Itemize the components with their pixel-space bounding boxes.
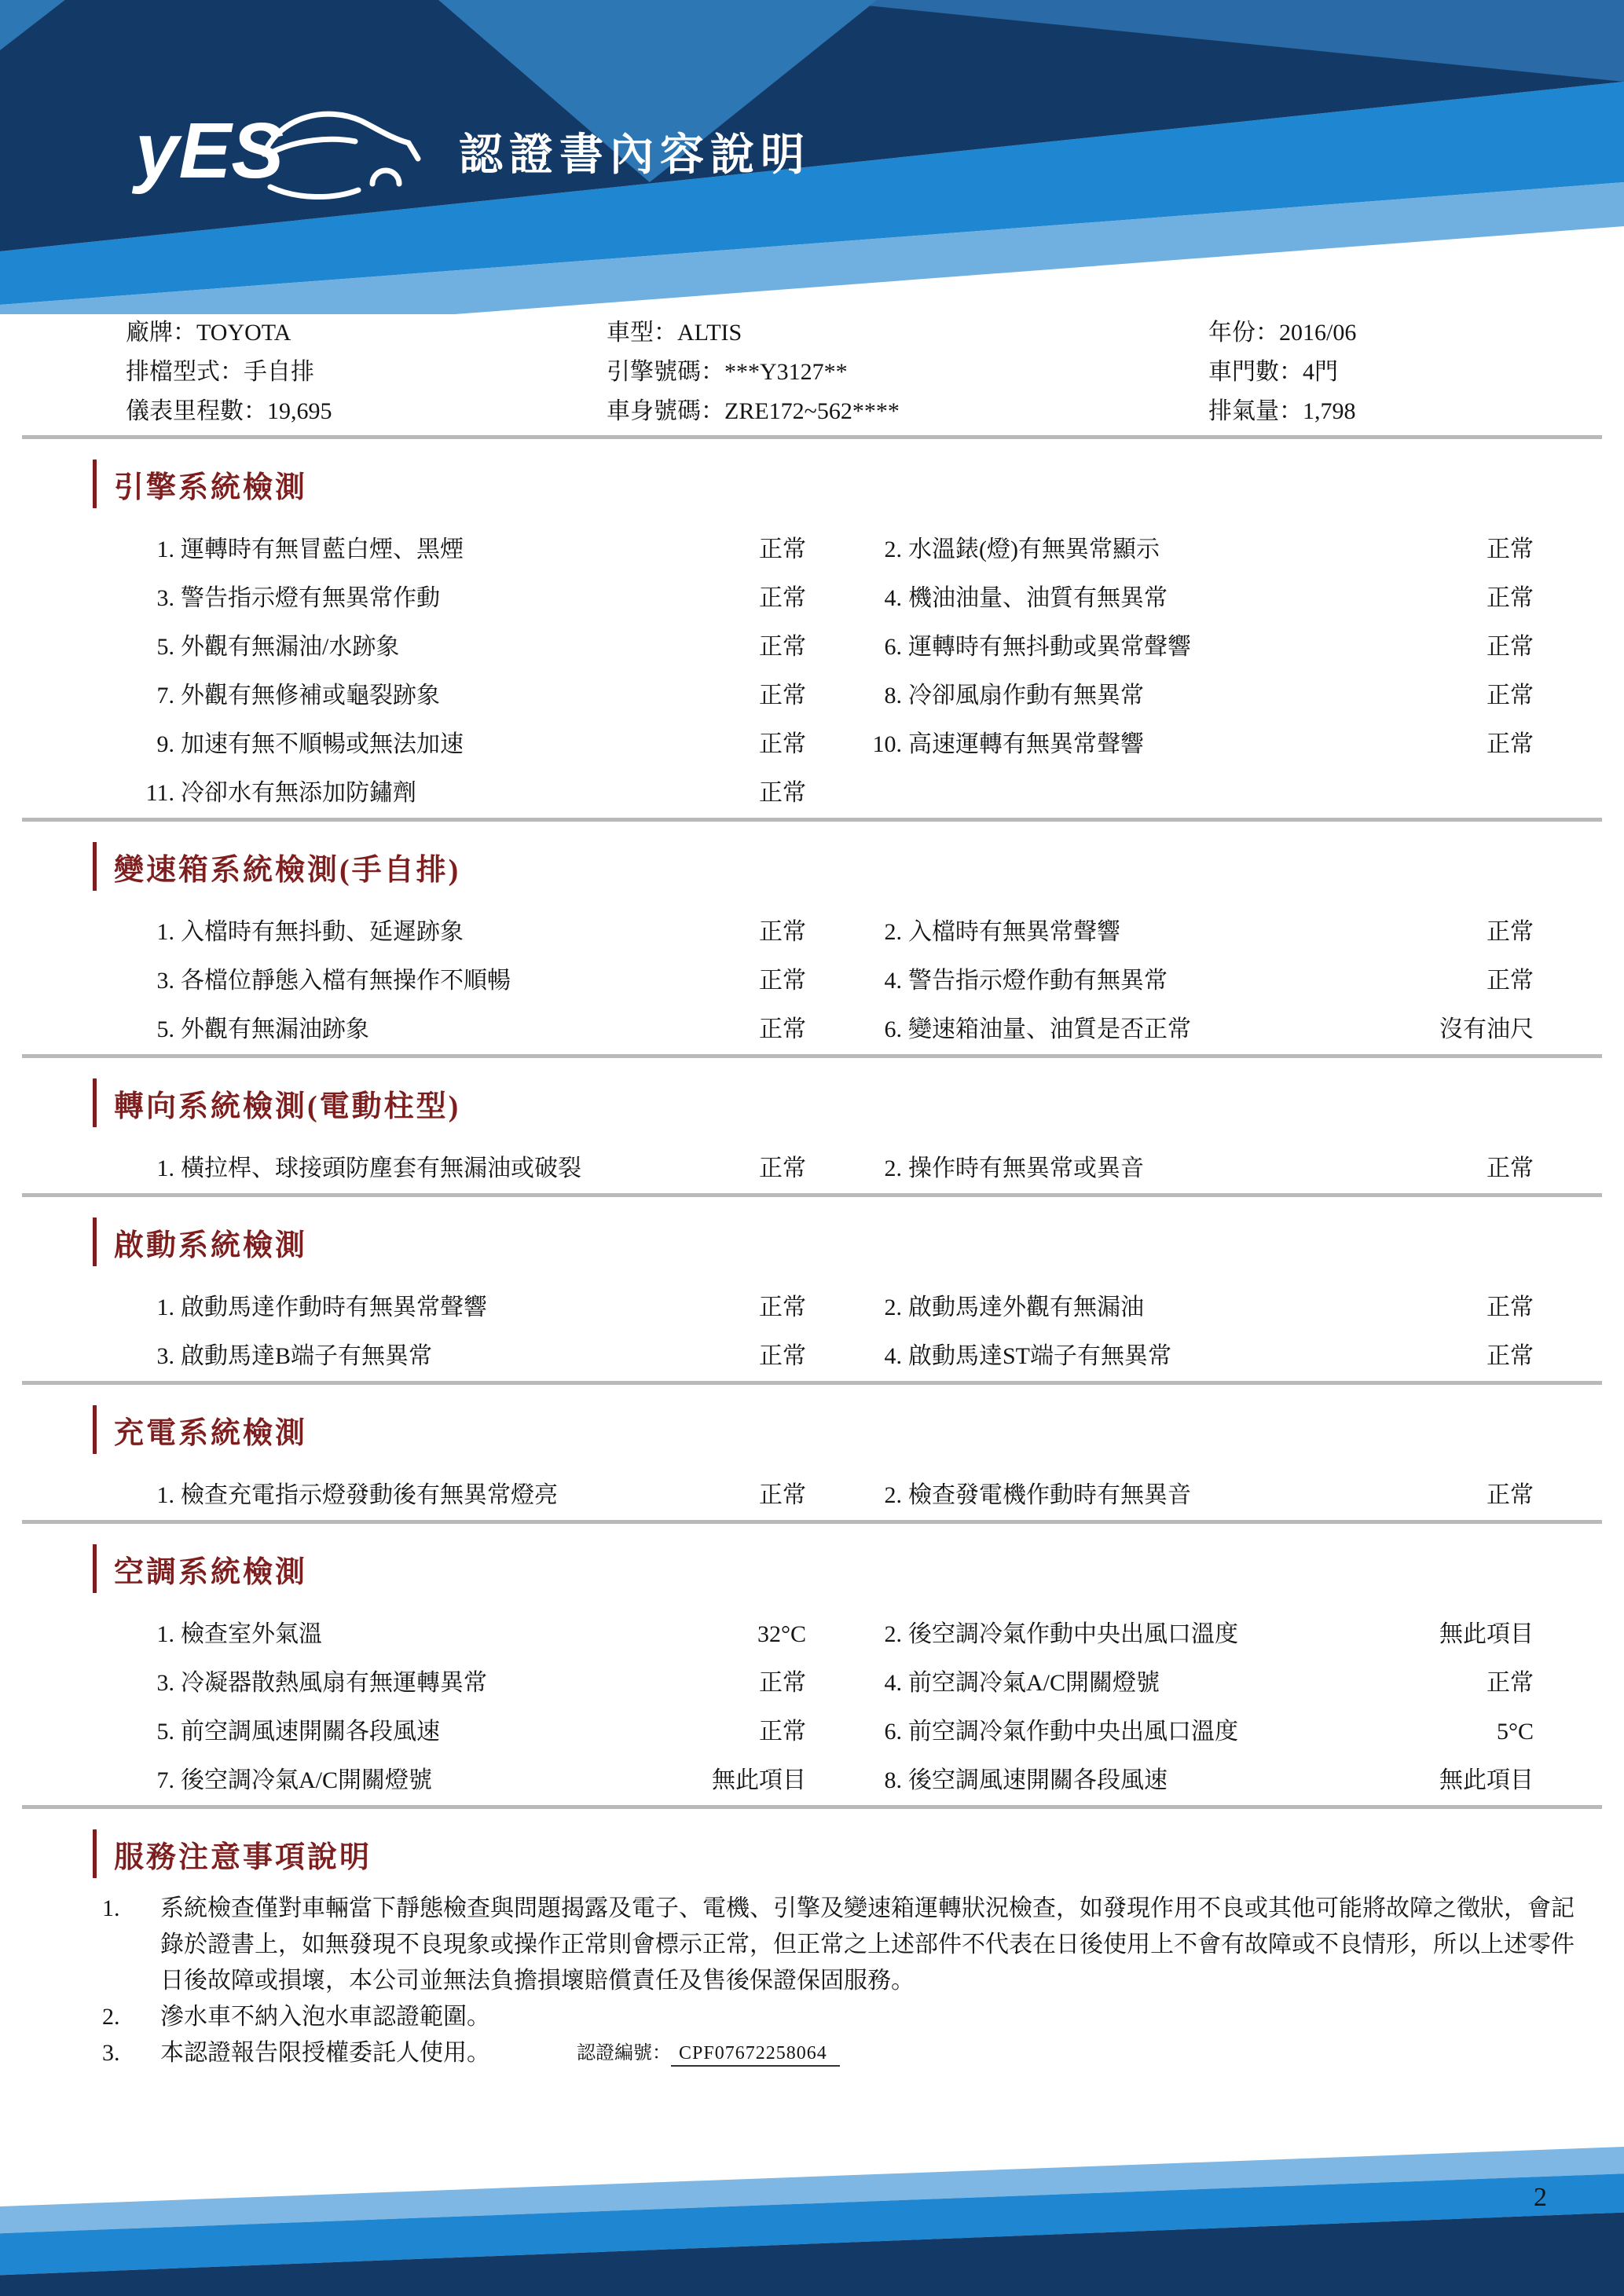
- info-separator: ：: [701, 359, 724, 385]
- item-label: 啟動馬達外觀有無漏油: [908, 1294, 1144, 1320]
- item-number: 5.: [156, 1719, 174, 1745]
- section-title-bar: [93, 1218, 97, 1266]
- item-label: 運轉時有無抖動或異常聲響: [908, 634, 1191, 660]
- item-number: 4.: [884, 585, 902, 611]
- section-title: 轉向系統檢測(電動柱型): [114, 1089, 461, 1123]
- item-label: 後空調風速開關各段風速: [908, 1767, 1168, 1793]
- info-label: 廠牌: [126, 320, 173, 346]
- item-value: 正常: [1487, 683, 1534, 709]
- item-label: 變速箱油量、油質是否正常: [908, 1016, 1191, 1042]
- notes-list: [102, 1891, 1577, 2071]
- divider: [22, 1193, 1602, 1197]
- item-value: 無此項目: [712, 1767, 806, 1793]
- item-value: 正常: [1487, 536, 1534, 562]
- section: [0, 1405, 1624, 1524]
- item-number: 2.: [884, 536, 902, 562]
- item-number: 2.: [884, 1621, 902, 1647]
- item-value: 正常: [759, 1482, 806, 1508]
- item-number: 5.: [156, 634, 174, 660]
- item-number: 1.: [156, 1621, 174, 1647]
- checklist-item: [134, 917, 806, 947]
- item-label: 前空調冷氣A/C開關燈號: [908, 1670, 1160, 1696]
- cert-number: CPF07672258064: [671, 2043, 840, 2067]
- item-number: 6.: [884, 1016, 902, 1042]
- section: [0, 842, 1624, 1058]
- note-item: [102, 1999, 1577, 2035]
- section-title-row: [93, 842, 1624, 891]
- item-label: 各檔位靜態入檔有無操作不順暢: [181, 968, 511, 994]
- section: [0, 1544, 1624, 1809]
- info-label: 排氣量: [1208, 398, 1279, 424]
- checklist-item: [861, 1342, 1534, 1371]
- item-value: 正常: [759, 968, 806, 994]
- item-number: 3.: [156, 968, 174, 994]
- item-value: 正常: [1487, 1482, 1534, 1508]
- section: [0, 460, 1624, 822]
- item-value: 正常: [759, 919, 806, 945]
- item-label: 外觀有無漏油/水跡象: [181, 634, 400, 660]
- info-cell: [126, 319, 607, 347]
- section-title-bar: [93, 1078, 97, 1127]
- item-value: 正常: [1487, 919, 1534, 945]
- notes-title: 服務注意事項說明: [114, 1840, 372, 1874]
- checklist-item: [861, 1717, 1534, 1747]
- checklist-item: [134, 584, 806, 613]
- section-items: [134, 1620, 1534, 1796]
- section-title-bar: [93, 1405, 97, 1454]
- item-number: 7.: [156, 1767, 174, 1793]
- footer: [0, 2147, 1624, 2296]
- info-cell: [1208, 319, 1593, 347]
- note-text: 本認證報告限授權委託人使用。: [160, 2040, 490, 2066]
- item-value: 正常: [1487, 1670, 1534, 1696]
- cert-label: 認證編號：: [577, 2043, 671, 2063]
- item-number: 1.: [156, 919, 174, 945]
- item-label: 前空調冷氣作動中央出風口溫度: [908, 1719, 1238, 1745]
- section-title-row: [93, 1078, 1624, 1127]
- checklist-item: [861, 1481, 1534, 1511]
- info-label: 年份: [1208, 320, 1256, 346]
- item-value: 正常: [759, 1294, 806, 1320]
- note-number: 2.: [102, 2004, 120, 2030]
- item-label: 冷卻風扇作動有無異常: [908, 683, 1144, 709]
- notes-title-row: [93, 1829, 1624, 1878]
- sections: [0, 460, 1624, 1809]
- item-value: 正常: [1487, 1155, 1534, 1181]
- item-number: 1.: [156, 1155, 174, 1181]
- item-value: 正常: [1487, 1294, 1534, 1320]
- vehicle-info: [126, 319, 1593, 426]
- section-items: [134, 1154, 1534, 1184]
- cert-block: [577, 2035, 840, 2071]
- info-value: 2016/06: [1279, 320, 1357, 346]
- info-separator: ：: [1279, 398, 1303, 424]
- section-title: 啟動系統檢測: [114, 1229, 308, 1262]
- info-separator: ：: [1256, 320, 1279, 346]
- item-value: 無此項目: [1439, 1767, 1534, 1793]
- info-value: ALTIS: [677, 320, 742, 346]
- item-number: 2.: [884, 1294, 902, 1320]
- item-value: 沒有油尺: [1439, 1016, 1534, 1042]
- item-label: 啟動馬達作動時有無異常聲響: [181, 1294, 487, 1320]
- item-value: 正常: [759, 1719, 806, 1745]
- item-number: 3.: [156, 585, 174, 611]
- item-label: 啟動馬達B端子有無異常: [181, 1343, 433, 1369]
- info-cell: [1208, 397, 1593, 426]
- info-cell: [607, 397, 1208, 426]
- divider: [22, 1381, 1602, 1385]
- info-value: 1,798: [1303, 398, 1356, 424]
- page-title: 認證書內容說明: [459, 130, 811, 179]
- checklist-item: [134, 1015, 806, 1045]
- checklist-item: [134, 1717, 806, 1747]
- info-separator: ：: [701, 398, 724, 424]
- divider: [22, 1054, 1602, 1058]
- note-item: [102, 2035, 1577, 2071]
- note-number: 3.: [102, 2040, 120, 2066]
- section-items: [134, 1293, 1534, 1371]
- checklist-item: [134, 535, 806, 565]
- checklist-item: [134, 1342, 806, 1371]
- checklist-item: [861, 535, 1534, 565]
- checklist-item: [861, 966, 1534, 996]
- item-value: 正常: [759, 1343, 806, 1369]
- info-label: 車型: [607, 320, 654, 346]
- item-value: 正常: [1487, 634, 1534, 660]
- item-number: 9.: [156, 731, 174, 757]
- item-label: 操作時有無異常或異音: [908, 1155, 1144, 1181]
- section-items: [134, 535, 1534, 808]
- divider: [22, 435, 1602, 439]
- item-value: 正常: [759, 780, 806, 806]
- info-cell: [607, 358, 1208, 386]
- item-value: 正常: [759, 731, 806, 757]
- checklist-item: [861, 917, 1534, 947]
- page-number: 2: [1534, 2183, 1547, 2212]
- item-value: 無此項目: [1439, 1621, 1534, 1647]
- item-value: 5°C: [1496, 1719, 1534, 1745]
- item-number: 3.: [156, 1670, 174, 1696]
- info-cell: [126, 358, 607, 386]
- section: [0, 1078, 1624, 1197]
- section-title-bar: [93, 1829, 97, 1878]
- info-label: 儀表里程數: [126, 398, 244, 424]
- item-value: 正常: [759, 536, 806, 562]
- item-label: 前空調風速開關各段風速: [181, 1719, 440, 1745]
- info-cell: [1208, 358, 1593, 386]
- section-title: 引擎系統檢測: [114, 471, 308, 504]
- item-number: 10.: [872, 731, 902, 757]
- item-value: 正常: [759, 1670, 806, 1696]
- item-value: 正常: [1487, 968, 1534, 994]
- checklist-item: [134, 1620, 806, 1650]
- checklist-item: [134, 966, 806, 996]
- section-items: [134, 917, 1534, 1045]
- info-value: ***Y3127**: [724, 359, 848, 385]
- item-value: 正常: [759, 1155, 806, 1181]
- item-number: 2.: [884, 1155, 902, 1181]
- item-label: 水溫錶(燈)有無異常顯示: [908, 536, 1160, 562]
- note-text: 系統檢查僅對車輛當下靜態檢查與問題揭露及電子、電機、引擎及變速箱運轉狀況檢查，如發現作用不良或其他可能將故障之徵狀，會記錄於證書上，如無發現不良現象或操作正常則會標示正常，但正常之上述部件不代表在日後使用上不會有故障或不良情形，所以上述零件日後故障或損壞，本公司並無法負擔損壞賠償責任及售後保證保固服務。: [160, 1895, 1575, 1994]
- note-number: 1.: [102, 1895, 120, 1921]
- item-label: 檢查充電指示燈發動後有無異常燈亮: [181, 1482, 558, 1508]
- item-number: 4.: [884, 1670, 902, 1696]
- item-value: 32°C: [757, 1621, 806, 1647]
- checklist-item: [861, 730, 1534, 760]
- item-number: 4.: [884, 1343, 902, 1369]
- item-value: 正常: [759, 585, 806, 611]
- section-title-row: [93, 460, 1624, 508]
- item-number: 4.: [884, 968, 902, 994]
- checklist-item: [134, 730, 806, 760]
- checklist-item: [861, 1620, 1534, 1650]
- item-number: 6.: [884, 634, 902, 660]
- divider: [22, 818, 1602, 822]
- item-number: 5.: [156, 1016, 174, 1042]
- item-value: 正常: [1487, 1343, 1534, 1369]
- item-label: 入檔時有無抖動、延遲跡象: [181, 919, 464, 945]
- item-label: 外觀有無漏油跡象: [181, 1016, 369, 1042]
- info-value: 19,695: [267, 398, 332, 424]
- item-label: 橫拉桿、球接頭防塵套有無漏油或破裂: [181, 1155, 581, 1181]
- item-number: 8.: [884, 1767, 902, 1793]
- checklist-item: [861, 1766, 1534, 1796]
- section-title-bar: [93, 460, 97, 508]
- info-separator: ：: [220, 359, 244, 385]
- item-value: 正常: [759, 683, 806, 709]
- section-title: 變速箱系統檢測(手自排): [114, 853, 461, 887]
- section-title-bar: [93, 842, 97, 891]
- item-number: 11.: [145, 780, 174, 806]
- item-label: 警告指示燈有無異常作動: [181, 585, 440, 611]
- checklist-item: [861, 1015, 1534, 1045]
- checklist-item: [861, 1154, 1534, 1184]
- info-value: ZRE172~562****: [724, 398, 900, 424]
- checklist-item: [134, 778, 806, 808]
- item-label: 運轉時有無冒藍白煙、黑煙: [181, 536, 464, 562]
- item-value: 正常: [1487, 585, 1534, 611]
- item-number: 1.: [156, 1482, 174, 1508]
- checklist-item: [134, 1154, 806, 1184]
- section-title-row: [93, 1405, 1624, 1454]
- item-number: 6.: [884, 1719, 902, 1745]
- info-separator: ：: [1279, 359, 1303, 385]
- info-cell: [126, 397, 607, 426]
- item-value: 正常: [759, 1016, 806, 1042]
- checklist-item: [861, 1293, 1534, 1323]
- info-separator: ：: [654, 320, 677, 346]
- item-label: 檢查發電機作動時有無異音: [908, 1482, 1191, 1508]
- section-title: 空調系統檢測: [114, 1555, 308, 1589]
- info-separator: ：: [173, 320, 196, 346]
- item-number: 3.: [156, 1343, 174, 1369]
- item-label: 加速有無不順暢或無法加速: [181, 731, 464, 757]
- item-label: 入檔時有無異常聲響: [908, 919, 1120, 945]
- item-number: 2.: [884, 1482, 902, 1508]
- checklist-item: [861, 584, 1534, 613]
- checklist-item: [861, 1668, 1534, 1698]
- section-items: [134, 1481, 1534, 1511]
- item-label: 警告指示燈作動有無異常: [908, 968, 1168, 994]
- section-title-row: [93, 1544, 1624, 1593]
- item-value: 正常: [759, 634, 806, 660]
- checklist-item: [134, 632, 806, 662]
- checklist-item: [861, 632, 1534, 662]
- item-label: 高速運轉有無異常聲響: [908, 731, 1144, 757]
- info-label: 排檔型式: [126, 359, 220, 385]
- item-number: 1.: [156, 1294, 174, 1320]
- section-title: 充電系統檢測: [114, 1416, 308, 1450]
- item-label: 後空調冷氣A/C開關燈號: [181, 1767, 433, 1793]
- info-value: 4門: [1303, 359, 1338, 385]
- checklist-item: [861, 681, 1534, 711]
- section: [0, 1218, 1624, 1385]
- item-label: 啟動馬達ST端子有無異常: [908, 1343, 1172, 1369]
- item-number: 7.: [156, 683, 174, 709]
- info-label: 車門數: [1208, 359, 1279, 385]
- checklist-item: [134, 1766, 806, 1796]
- divider: [22, 1520, 1602, 1524]
- item-label: 檢查室外氣溫: [181, 1621, 322, 1647]
- section-title-bar: [93, 1544, 97, 1593]
- info-label: 引擎號碼: [607, 359, 701, 385]
- item-label: 冷卻水有無添加防鏽劑: [181, 780, 416, 806]
- item-label: 外觀有無修補或龜裂跡象: [181, 683, 440, 709]
- note-text: 滲水車不納入泡水車認證範圍。: [160, 2004, 490, 2030]
- item-number: 2.: [884, 919, 902, 945]
- yes-logo-text: yES: [135, 107, 284, 195]
- info-label: 車身號碼: [607, 398, 701, 424]
- note-item: [102, 1891, 1577, 1999]
- item-number: 1.: [156, 536, 174, 562]
- info-value: 手自排: [244, 359, 314, 385]
- section-title-row: [93, 1218, 1624, 1266]
- info-value: TOYOTA: [196, 320, 291, 346]
- info-separator: ：: [244, 398, 267, 424]
- item-value: 正常: [1487, 731, 1534, 757]
- info-cell: [607, 319, 1208, 347]
- checklist-item: [134, 681, 806, 711]
- item-label: 機油油量、油質有無異常: [908, 585, 1168, 611]
- item-label: 後空調冷氣作動中央出風口溫度: [908, 1621, 1238, 1647]
- item-number: 8.: [884, 683, 902, 709]
- item-label: 冷凝器散熱風扇有無運轉異常: [181, 1670, 487, 1696]
- checklist-item: [134, 1668, 806, 1698]
- checklist-item: [134, 1293, 806, 1323]
- checklist-item: [134, 1481, 806, 1511]
- divider: [22, 1805, 1602, 1809]
